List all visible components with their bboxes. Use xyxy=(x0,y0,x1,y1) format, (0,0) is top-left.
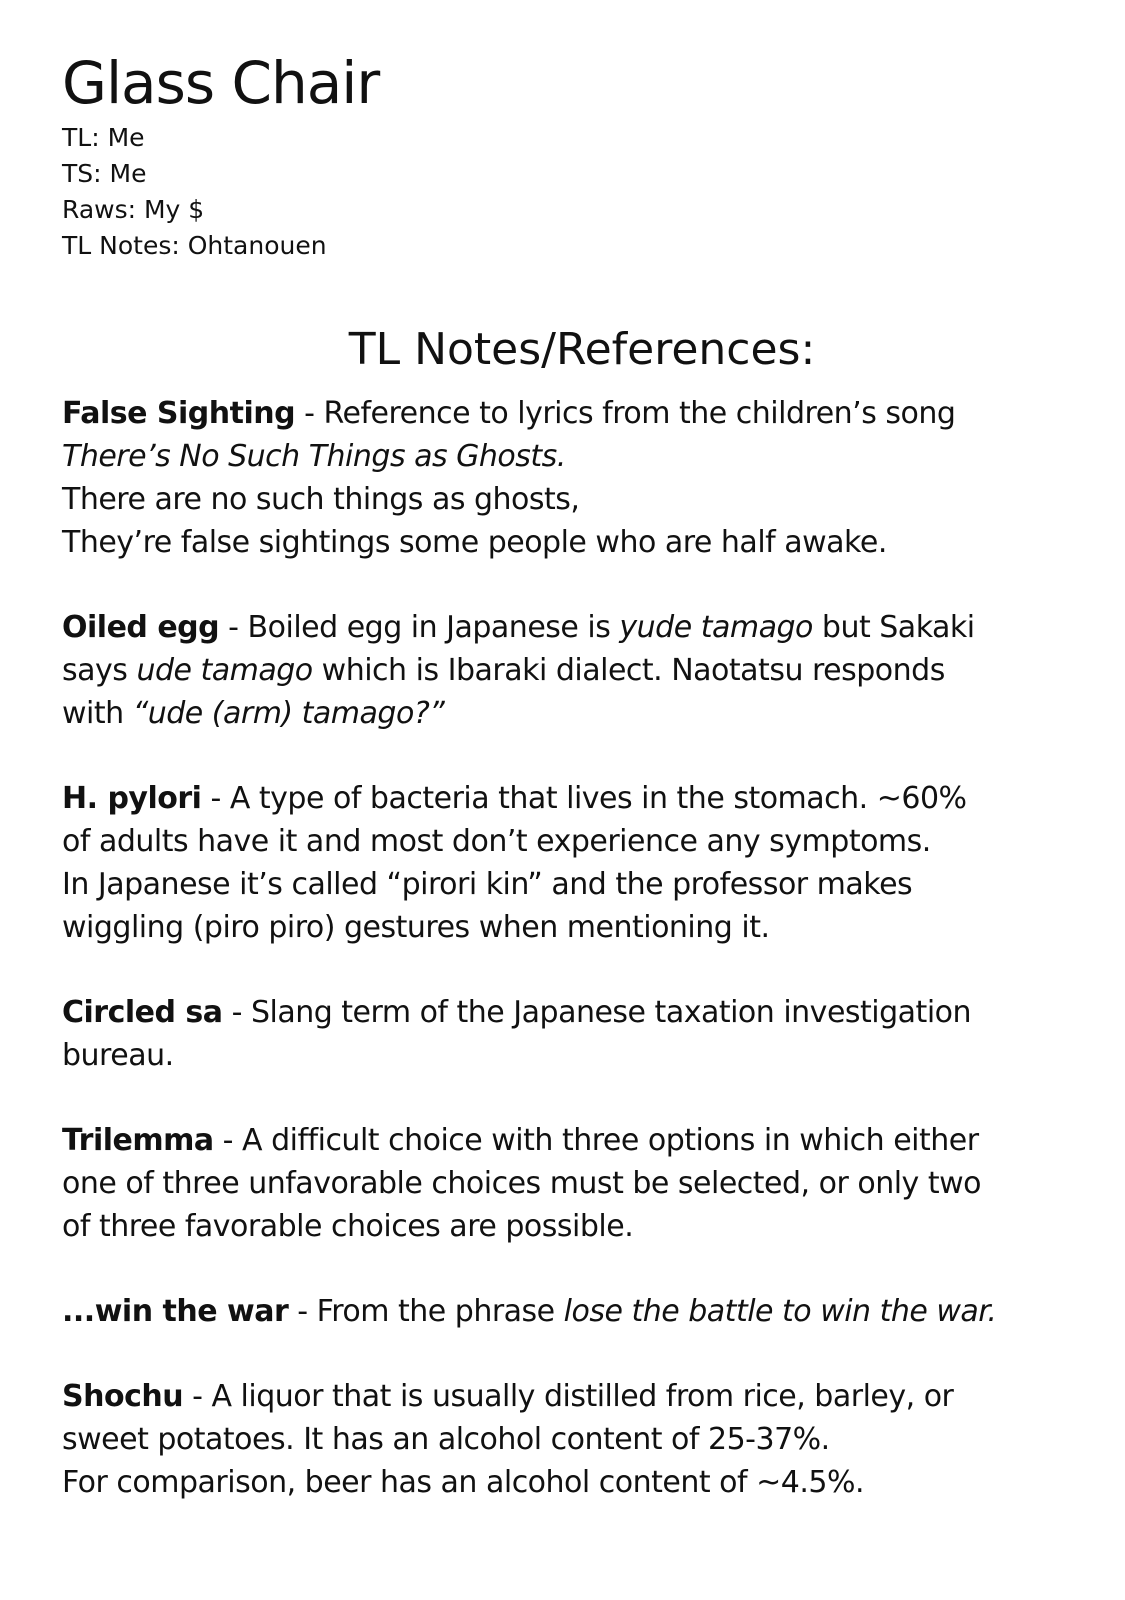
note-lyric-line: There are no such things as ghosts, xyxy=(62,482,580,517)
credit-raws: Raws: My $ xyxy=(62,195,205,224)
note-win-the-war xyxy=(62,1290,1072,1333)
note-term: Circled sa xyxy=(62,995,223,1030)
note-term: False Sighting xyxy=(62,396,296,431)
note-text: Slang term of the Japanese taxation investigation xyxy=(250,995,972,1030)
note-text: A difficult choice with three options in which either xyxy=(242,1123,979,1158)
note-text: From the phrase xyxy=(316,1294,564,1329)
note-term: ...win the war xyxy=(62,1294,289,1329)
note-term: Oiled egg xyxy=(62,610,220,645)
note-text: A type of bacteria that lives in the stomach. ~60% xyxy=(229,781,967,816)
note-song-title: There’s No Such Things as Ghosts. xyxy=(62,439,566,474)
page-title: Glass Chair xyxy=(62,49,380,117)
note-text: Reference to lyrics from the children’s song xyxy=(323,396,956,431)
note-text: of three favorable choices are possible. xyxy=(62,1209,634,1244)
credit-ts: TS: Me xyxy=(62,159,147,188)
note-text: bureau. xyxy=(62,1038,174,1073)
note-italic-term: “ude (arm) tamago?” xyxy=(132,696,445,731)
note-text: In Japanese it’s called “pirori kin” and the professor makes xyxy=(62,867,913,902)
note-italic-term: yude tamago xyxy=(619,610,813,645)
note-separator: - xyxy=(183,1379,212,1414)
note-text: For comparison, beer has an alcohol content of ~4.5%. xyxy=(62,1465,865,1500)
note-h-pylori xyxy=(62,777,1072,949)
note-separator: - xyxy=(201,781,230,816)
credit-tl: TL: Me xyxy=(62,123,145,152)
note-italic-phrase: lose the battle to win the war. xyxy=(563,1294,997,1329)
note-text: with xyxy=(62,696,133,731)
note-lyric-line: They’re false sightings some people who are half awake. xyxy=(62,525,887,560)
note-text: sweet potatoes. It has an alcohol content of 25-37%. xyxy=(62,1422,830,1457)
note-text: Boiled egg in Japanese is xyxy=(247,610,620,645)
note-text: which is Ibaraki dialect. Naotatsu responds xyxy=(312,653,945,688)
note-separator: - xyxy=(295,396,324,431)
note-separator: - xyxy=(219,610,248,645)
note-text: but Sakaki xyxy=(812,610,975,645)
note-separator: - xyxy=(288,1294,317,1329)
note-term: H. pylori xyxy=(62,781,202,816)
note-separator: - xyxy=(213,1123,243,1158)
note-text: says xyxy=(62,653,137,688)
note-separator: - xyxy=(222,995,251,1030)
notes-page xyxy=(62,48,1072,1546)
note-italic-term: ude tamago xyxy=(136,653,313,688)
note-trilemma xyxy=(62,1119,1072,1248)
note-false-sighting xyxy=(62,392,1072,564)
credits-block xyxy=(62,120,1072,264)
note-text: of adults have it and most don’t experience any symptoms. xyxy=(62,824,931,859)
credit-tl-notes: TL Notes: Ohtanouen xyxy=(62,231,327,260)
note-shochu xyxy=(62,1375,1072,1504)
note-circled-sa xyxy=(62,991,1072,1077)
note-text: wiggling (piro piro) gestures when mentioning it. xyxy=(62,910,770,945)
note-text: A liquor that is usually distilled from rice, barley, or xyxy=(211,1379,954,1414)
notes-heading: TL Notes/References: xyxy=(348,324,816,375)
note-text: one of three unfavorable choices must be selected, or only two xyxy=(62,1166,981,1201)
note-oiled-egg xyxy=(62,606,1072,735)
note-term: Trilemma xyxy=(62,1123,214,1158)
note-term: Shochu xyxy=(62,1379,184,1414)
